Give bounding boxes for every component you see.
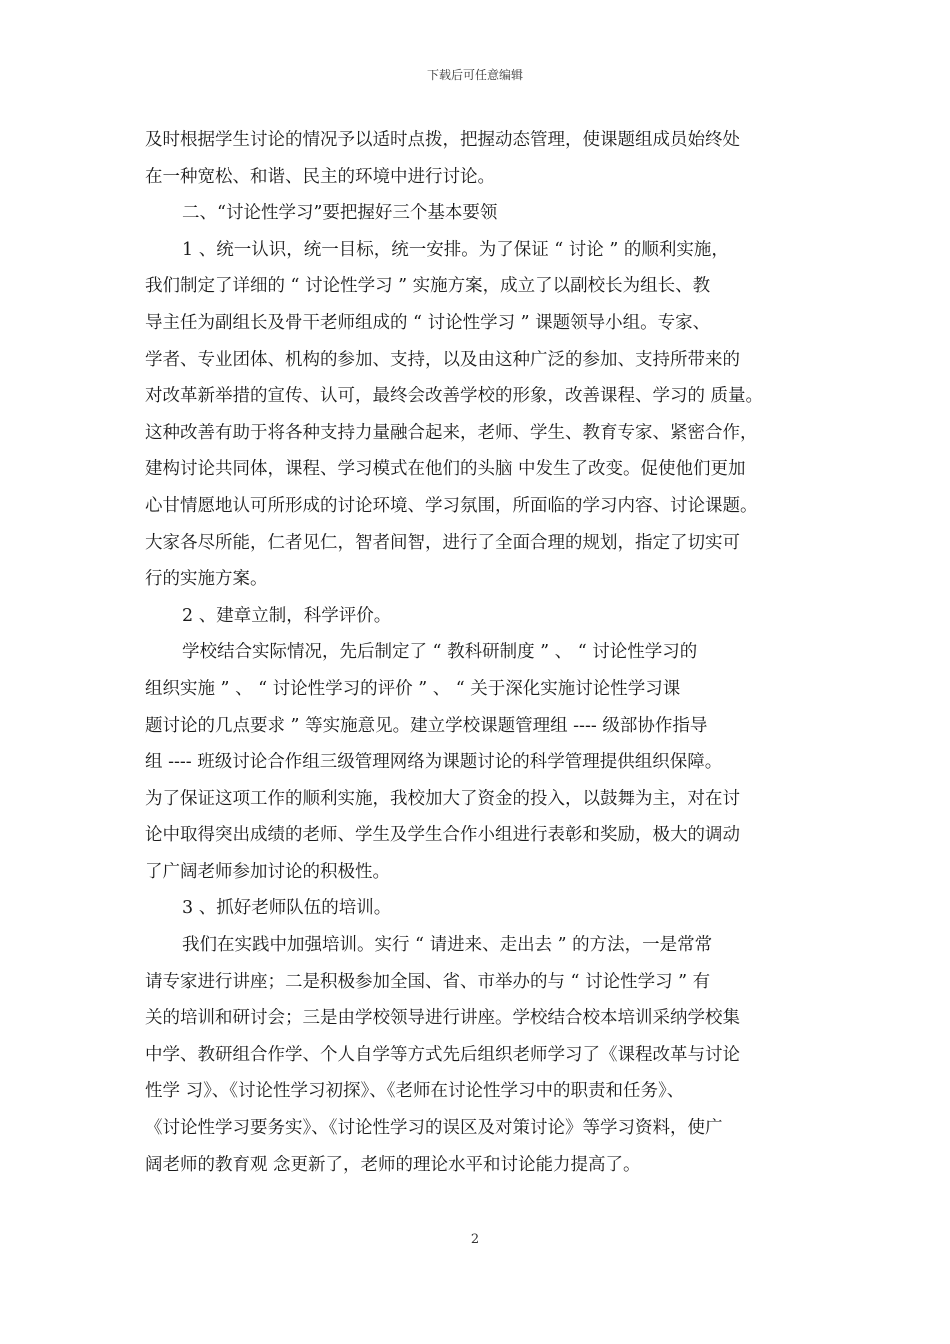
text-line: 导主任为副组长及骨干老师组成的 “ 讨论性学习 ” 课题领导小组。专家、 — [145, 312, 711, 333]
text-line: 大家各尽所能，仁者见仁，智者间智，进行了全面合理的规划，指定了切实可 — [145, 532, 740, 553]
text-line: 为了保证这项工作的顺利实施，我校加大了资金的投入，以鼓舞为主，对在讨 — [145, 788, 740, 809]
text-line: 请专家进行讲座；二是积极参加全国、省、市举办的与 “ 讨论性学习 ” 有 — [145, 971, 711, 992]
text-line: 论中取得突出成绩的老师、学生及学生合作小组进行表彰和奖励，极大的调动 — [145, 825, 740, 846]
text-line: 《讨论性学习要务实》、《讨论性学习的误区及对策讨论》等学习资料，使广 — [145, 1118, 723, 1139]
text-line: 这种改善有助于将各种支持力量融合起来，老师、学生、教育专家、紧密合作， — [145, 422, 758, 443]
text-line: 性学 习》、《讨论性学习初探》、《老师在讨论性学习中的职责和任务》、 — [145, 1081, 685, 1102]
text-line: 中学、教研组合作学、个人自学等方式先后组织老师学习了《课程改革与讨论 — [145, 1044, 740, 1065]
subsection-heading: 3 、抓好老师队伍的培训。 — [182, 898, 392, 919]
text-line: 组织实施 ” 、 “ 讨论性学习的评价 ” 、 “ 关于深化实施讨论性学习课 — [145, 678, 681, 699]
text-line: 我们制定了详细的 “ 讨论性学习 ” 实施方案，成立了以副校长为组长、教 — [145, 276, 711, 297]
page-header: 下载后可任意编辑 — [426, 68, 523, 82]
text-line: 建构讨论共同体，课程、学习模式在他们的头脑 中发生了改变。促使他们更加 — [145, 459, 746, 480]
subsection-heading: 1 、统一认识，统一目标，统一安排。为了保证 “ 讨论 ” 的顺利实施， — [182, 239, 729, 260]
subsection-heading: 2 、建章立制，科学评价。 — [182, 605, 392, 626]
text-line: 行的实施方案。 — [145, 569, 268, 590]
text-line: 阔老师的教育观 念更新了，老师的理论水平和讨论能力提高了。 — [145, 1154, 641, 1175]
text-line: 组 ---- 班级讨论合作组三级管理网络为课题讨论的科学管理提供组织保障。 — [145, 752, 723, 773]
text-line: 关的培训和研讨会；三是由学校领导进行讲座。学校结合校本培训采纳学校集 — [145, 1008, 740, 1029]
text-line: 心甘情愿地认可所形成的讨论环境、学习氛围，所面临的学习内容、讨论课题。 — [145, 495, 758, 516]
text-line: 了广阔老师参加讨论的积极性。 — [145, 861, 390, 882]
text-line: 题讨论的几点要求 ” 等实施意见。建立学校课题管理组 ---- 级部协作指导 — [145, 715, 708, 736]
section-heading: 二、“讨论性学习”要把握好三个基本要领 — [182, 203, 498, 224]
text-line: 学校结合实际情况，先后制定了 “ 教科研制度 ” 、 “ 讨论性学习的 — [182, 642, 698, 663]
text-line: 学者、专业团体、机构的参加、支持，以及由这种广泛的参加、支持所带来的 — [145, 349, 740, 370]
text-line: 对改革新举措的宣传、认可，最终会改善学校的形象，改善课程、学习的 质量。 — [145, 386, 764, 407]
text-line: 及时根据学生讨论的情况予以适时点拨，把握动态管理，使课题组成员始终处 — [145, 130, 740, 150]
text-line: 我们在实践中加强培训。实行 “ 请进来、走出去 ” 的方法，一是常常 — [182, 935, 713, 956]
document-body — [145, 122, 810, 1183]
text-line: 在一种宽松、和谐、民主的环境中进行讨论。 — [145, 166, 495, 187]
page-number: 2 — [470, 1232, 480, 1247]
